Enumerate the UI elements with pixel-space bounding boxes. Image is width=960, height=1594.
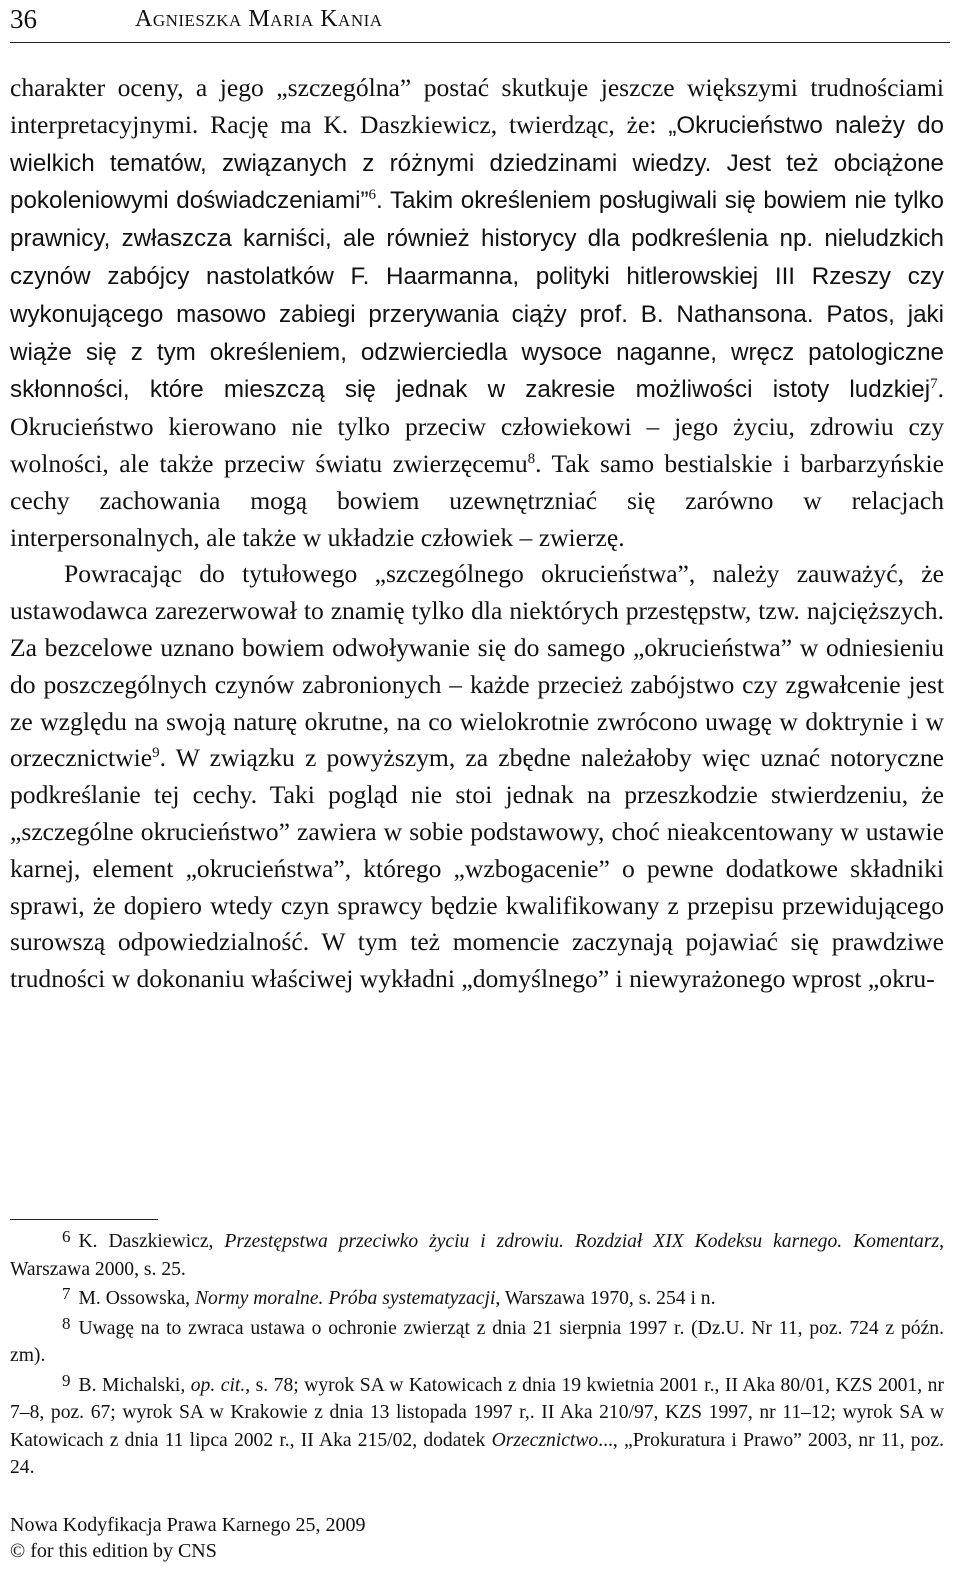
footnote-title: Normy moralne. Próba systematyzacji	[194, 1288, 496, 1309]
footnote-text: Uwagę na to zwraca ustawa o ochronie zwierząt z dnia 21 sierpnia 1997 r. (Dz.U. Nr 11, poz. 724 z późn. zm).	[10, 1317, 944, 1366]
footnotes	[10, 1228, 944, 1484]
journal-info: Nowa Kodyfikacja Prawa Karnego 25, 2009	[10, 1514, 366, 1536]
footnote-ref[interactable]: 6	[368, 187, 377, 204]
footnote-text: B. Michalski,	[78, 1374, 191, 1396]
footnote-text: , Warszawa 2000, s. 25.	[10, 1231, 945, 1280]
text-run: . Okrucieństwo kierowano nie tylko przeciw człowiekowi – jego życiu, zdrowiu czy wolności, ale także przeciw światu zwierzęcemu	[10, 374, 944, 478]
footnote-8: 8 Uwagę na to zwraca ustawa o ochronie zwierząt z dnia 21 sierpnia 1997 r. (Dz.U. Nr 11, poz. 724 z późn. zm).	[10, 1313, 944, 1366]
footnote-text: , s. 78; wyrok SA w Katowicach z dnia 19 kwietnia 2001 r., II Aka 80/01, KZS 2001, nr 7–8, poz. 67; wyrok SA w Krakowie z dnia 13 listopada 1997 r,. II Aka 210/97, KZS 1997, nr 11–12; wyrok SA w Katowicach z dnia 11 lipca 2002 r., II Aka 215/02, dodatek	[10, 1374, 945, 1451]
footnote-6: 6 K. Daszkiewicz, Przestępstwa przeciwko życiu i zdrowiu. Rozdział XIX Kodeksu karnego. Komentarz, Warszawa 2000, s. 25.	[10, 1227, 945, 1280]
quote-run: „Okrucieństwo należy do wielkich tematów, związanych z różnymi dziedzinami wiedzy. Jest też obciążone pokoleniowymi doświadczeniami”	[10, 111, 944, 215]
footnote-text: K. Daszkiewicz,	[78, 1231, 225, 1252]
text-run: charakter oceny, a jego „szczególna” postać skutkuje jeszcze większymi trudnościami interpretacyjnymi. Rację ma K. Daszkiewicz, twierdząc, że:	[10, 73, 944, 139]
footnote-9: 9 B. Michalski, op. cit., s. 78; wyrok SA w Katowicach z dnia 19 kwietnia 2001 r., II Aka 80/01, KZS 2001, nr 7–8, poz. 67; wyrok SA w Krakowie z dnia 13 listopada 1997 r,. II Aka 210/97, KZS 1997, nr 11–12; wyrok SA w Katowicach z dnia 11 lipca 2002 r., II Aka 215/02, dodatek Orzecznictwo..., „Prokuratura i Prawo” 2003, nr 11, poz. 24.	[10, 1370, 945, 1478]
footnote-separator	[10, 1219, 158, 1220]
footnote-text: M. Ossowska,	[78, 1288, 195, 1309]
page-header	[10, 4, 950, 43]
text-run: . W związku z powyższym, za zbędne należałoby więc uznać notoryczne podkreślanie tej cechy. Taki pogląd nie stoi jednak na przeszkodzie stwierdzeniu, że „szczególne okrucieństwo” zawiera w sobie podstawowy, choć nieakcentowany w ustawie karnej, element „okrucieństwa”, którego „wzbogacenie” o pewne dodatkowe składniki sprawi, że dopiero wtedy czyn sprawcy będzie kwalifikowany z przepisu przewidującego surowszą odpowiedzialność. W tym też momencie zaczynają pojawiać się prawdziwe trudności w dokonaniu właściwej wykładni „domyślnego” i niewyrażonego wprost „okru-	[10, 743, 944, 994]
footnote-title: Orzecznictwo	[491, 1429, 599, 1451]
footnote-title: Przestępstwa przeciwko życiu i zdrowiu. Rozdział XIX Kodeksu karnego. Komentarz	[224, 1231, 940, 1252]
footnote-ref[interactable]: 7	[930, 376, 938, 393]
running-head-author: Agnieszka Maria Kania	[135, 6, 383, 32]
footnote-7: 7 M. Ossowska, Normy moralne. Próba systematyzacji, Warszawa 1970, s. 254 i n.	[62, 1284, 716, 1309]
main-text	[10, 70, 944, 998]
footnote-title: op. cit.	[190, 1374, 246, 1396]
text-run: Powracając do tytułowego „szczególnego okrucieństwa”, należy zauważyć, że ustawodawca zarezerwował to znamię tylko dla niektórych przestępstw, tzw. najcięższych. Za bezcelowe uznano bowiem odwoływanie się do samego „okrucieństwa” w odniesieniu do poszczególnych czynów zabronionych – każde przecież zabójstwo czy zgwałcenie jest ze względu na swoją naturę okrutne, na co wielokrotnie zwrócono uwagę w doktrynie i w orzecznictwie	[10, 559, 944, 773]
footnote-text: ..., „Prokuratura i Prawo” 2003, nr 11, poz. 24.	[10, 1429, 944, 1478]
page-number: 36	[10, 4, 37, 34]
text-run: . Takim określeniem posługiwali się bowiem nie tylko prawnicy, zwłaszcza karniści, ale również historycy dla podkreślenia np. nieludzkich czynów zabójcy nastolatków F. Haarmanna, polityki hitlerowskiej III Rzeszy czy wykonującego masowo zabiegi przerywania ciąży prof. B. Nathansona. Patos, jaki wiąże się z tym określeniem, odzwierciedla wysoce naganne, wręcz patologiczne skłonności, które mieszczą się jednak w zakresie możliwości istoty ludzkiej	[10, 187, 944, 404]
footnote-text: , Warszawa 1970, s. 254 i n.	[495, 1288, 716, 1309]
page-footer	[10, 1512, 365, 1564]
footnote-ref[interactable]: 9	[152, 745, 160, 762]
text-run: . Tak samo bestialskie i barbarzyńskie cechy zachowania mogą bowiem uzewnętrzniać się zarówno w relacjach interpersonalnych, ale także w układzie człowiek – zwierzę.	[10, 448, 944, 552]
paragraph-1	[10, 70, 944, 556]
copyright-notice: © for this edition by CNS	[10, 1540, 217, 1562]
footnote-ref[interactable]: 8	[527, 450, 536, 467]
paragraph-2	[10, 556, 944, 998]
